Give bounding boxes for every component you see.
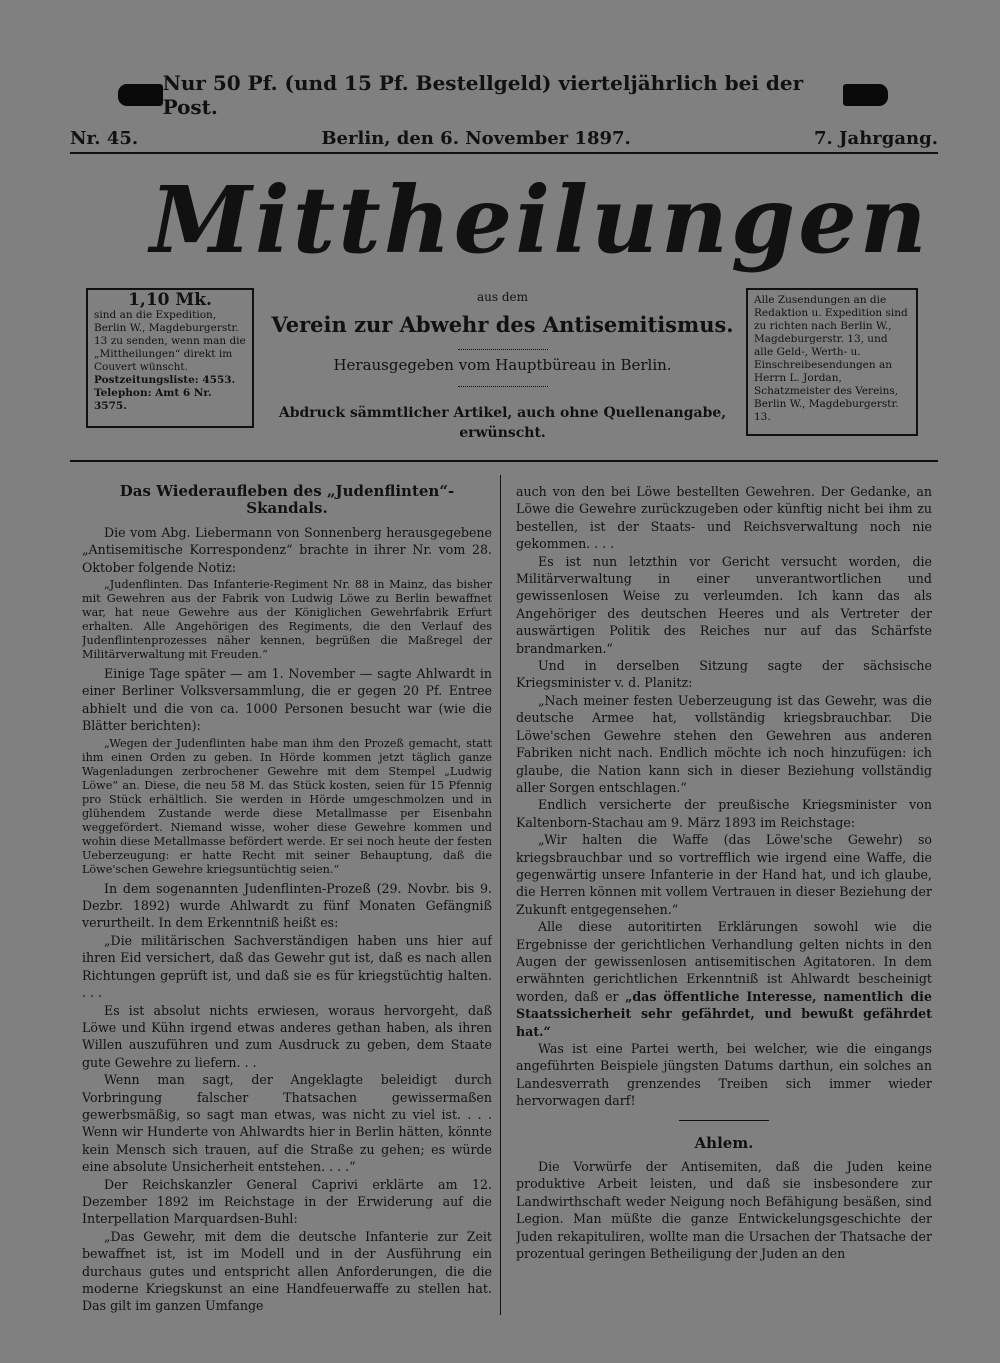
emphasis-text: „das öffentliche Interesse, namentlich die Staatssicherheit sehr gefährdet, und bewußt gefährdet hat.“	[516, 988, 932, 1039]
association-name: Verein zur Abwehr des Antisemitismus.	[271, 312, 734, 337]
masthead-title: Mittheilungen	[150, 166, 930, 274]
price: 1,10 Mk.	[128, 290, 212, 310]
issue-number: Nr. 45.	[70, 128, 139, 149]
address-box	[746, 288, 918, 436]
paragraph-text: Alle diese autoritirten Erklärungen sowohl wie die Ergebnisse der gerichtlichen Verhandlung gelten nichts in den Augen der gewissenlosen antisemitischen Agitatoren. In dem erwähnten gerichtlichen Erkenntniß ist Ahlwardt bescheinigt worden, daß er	[516, 919, 932, 1004]
paragraph: Der Reichskanzler General Caprivi erklärte am 12. Dezember 1892 im Reichstage in der Erwiderung auf die Interpellation Marquardsen-Buhl:	[82, 1176, 492, 1227]
paragraph: „Wir halten die Waffe (das Löwe'sche Gewehr) so kriegsbrauchbar und so vortrefflich wie irgend eine Waffe, die gegenwärtig unsere Infanterie in der Hand hat, und ich glaube, die Herren können mit vollem Vertrauen in dieser Beziehung der Zukunft entgegensehen.“	[516, 832, 932, 917]
header-center	[270, 290, 735, 443]
article-heading: Ahlem.	[694, 1133, 754, 1152]
subscription-banner	[118, 71, 888, 119]
paragraph: Wenn man sagt, der Angeklagte beleidigt durch Vorbringung falscher Thatsachen gewissermaßen gewerbsmäßig, so sagt man etwas, was nicht zu viel ist. . . . Wenn wir Hunderte von Ahlwardts hier in Berlin hätten, könnte kein Mensch sich trauen, auf die Straße zu gehen; es würde eine absolute Unsicherheit entstehen. . . .“	[82, 1072, 492, 1175]
paragraph: In dem sogenannten Judenflinten-Prozeß (29. Novbr. bis 9. Dezbr. 1892) wurde Ahlwardt zu fünf Monaten Gefängniß verurtheilt. In dem Erkenntniß heißt es:	[82, 880, 492, 931]
paragraph: Die Vorwürfe der Antisemiten, daß die Juden keine produktive Arbeit leisten, und daß sie insbesondere zur Landwirthschaft weder Neigung noch Befähigung besäßen, sind Legion. Man müßte die ganze Entwickelungsgeschichte der Juden rekapituliren, wollte man die Ursachen der Thatsache der prozentual geringen Betheiligung der Juden an den	[516, 1159, 932, 1262]
reprint-notice: Abdruck sämmtlicher Artikel, auch ohne Quellenangabe, erwünscht.	[278, 405, 727, 441]
ornament-divider	[458, 343, 548, 350]
dateline	[70, 128, 938, 154]
paragraph: Die vom Abg. Liebermann von Sonnenberg herausgegebene „Antisemitische Korrespondenz“ brachte in ihrer Nr. vom 28. Oktober folgende Notiz:	[82, 524, 492, 575]
postal-list: Postzeitungsliste: 4553.	[94, 374, 236, 386]
aus-dem: aus dem	[476, 290, 529, 304]
article-heading: Das Wiederaufleben des „Judenflinten“-Skandals.	[119, 483, 455, 518]
section-divider	[679, 1120, 769, 1121]
banner-text: Nur 50 Pf. (und 15 Pf. Bestellgeld) vierteljährlich bei der Post.	[162, 71, 804, 119]
telephone: Telephon: Amt 6 Nr. 3575.	[94, 387, 212, 412]
volume: 7. Jahrgang.	[813, 128, 938, 149]
paragraph: „Die militärischen Sachverständigen haben uns hier auf ihren Eid versichert, daß das Gewehr gut ist, daß es nach allen Richtungen geprüft ist, und daß sie es für kriegstüchtig halten. . . .	[82, 932, 492, 1001]
publisher-line: Herausgegeben vom Hauptbüreau in Berlin.	[333, 356, 672, 374]
header-rule	[70, 460, 938, 462]
paragraph: Einige Tage später — am 1. November — sagte Ahlwardt in einer Berliner Volksversammlung, die er gegen 20 Pf. Entree abhielt und die von ca. 1000 Personen besucht war (wie die Blätter berichten):	[82, 666, 492, 734]
pointing-hand-icon	[118, 84, 163, 106]
column-left	[82, 483, 492, 1313]
paragraph: „Das Gewehr, mit dem die deutsche Infanterie zur Zeit bewaffnet ist, ist im Modell und in der Ausführung ein durchaus gutes und entspricht allen Anforderungen, die die moderne Kriegskunst an eine Handfeuerwaffe zu stellen hat. Das gilt im ganzen Umfange	[82, 1228, 492, 1313]
paragraph: auch von den bei Löwe bestellten Gewehren. Der Gedanke, an Löwe die Gewehre zurückzugeben oder künftig nicht bei ihm zu bestellen, ist der Staats- und Reichsverwaltung noch nie gekommen. . . .	[516, 484, 932, 552]
paragraph: „Nach meiner festen Ueberzeugung ist das Gewehr, was die deutsche Armee hat, vollständig kriegsbrauchbar. Die Löwe'schen Gewehre stehen den Gewehren aus anderen Fabriken nicht nach. Endlich möchte ich noch hinzufügen: ich glaube, die Nation kann sich in dieser Beziehung vollständig aller Sorgen entschlagen.“	[516, 692, 932, 795]
paragraph: Endlich versicherte der preußische Kriegsminister von Kaltenborn-Stachau am 9. März 1893 im Reichstage:	[516, 797, 932, 830]
column-right	[516, 483, 932, 1313]
price-box-text: sind an die Expedition, Berlin W., Magdeburgerstr. 13 zu senden, wenn man die „Mittheilungen“ direkt im Couvert wünscht.	[94, 309, 246, 373]
paragraph: Was ist eine Partei werth, bei welcher, wie die eingangs angeführten Beispiele jüngsten Datums darthun, ein solches an Landesverrath grenzendes Treiben sich immer wieder hervorwagen darf!	[516, 1041, 932, 1109]
price-box	[86, 288, 254, 428]
paragraph: Und in derselben Sitzung sagte der sächsische Kriegsminister v. d. Planitz:	[516, 658, 932, 691]
ornament-divider	[458, 380, 548, 387]
column-separator	[500, 475, 501, 1315]
paragraph	[516, 918, 932, 1040]
paragraph: Es ist nun letzthin vor Gericht versucht worden, die Militärverwaltung in einer unverantwortlichen und gewissenlosen Weise zu verleumden. Ich kann das als Angehöriger des deutschen Heeres und als Vertreter der auswärtigen Politik des Reiches nur auf das Schärfste brandmarken.“	[516, 553, 932, 656]
address-box-text: Alle Zusendungen an die Redaktion u. Expedition sind zu richten nach Berlin W., Magdeburgerstr. 13, und alle Geld-, Werth- u. Einschreibesendungen an Herrn L. Jordan, Schatzmeister des Vereins, Berlin W., Magdeburgerstr. 13.	[754, 294, 908, 423]
paragraph: Es ist absolut nichts erwiesen, woraus hervorgeht, daß Löwe und Kühn irgend etwas anderes gethan haben, als ihren Willen auszuführen und zum Ausdruck zu geben, dem Staate gute Gewehre zu liefern. . .	[82, 1002, 492, 1070]
quote: „Judenflinten. Das Infanterie-Regiment Nr. 88 in Mainz, das bisher mit Gewehren aus der Fabrik von Ludwig Löwe zu Berlin bewaffnet war, hat neue Gewehre aus der Königlichen Gewehrfabrik Erfurt erhalten. Alle Angehörigen des Regiments, die den Verlauf des Judenflintenprozesses näher kennen, begrüßen die Maßregel der Militärverwaltung mit Freuden.“	[82, 578, 492, 662]
pointing-hand-icon	[843, 84, 888, 106]
place-date: Berlin, den 6. November 1897.	[321, 128, 631, 149]
quote: „Wegen der Judenflinten habe man ihm den Prozeß gemacht, statt ihm einen Orden zu geben. In Hörde kommen jetzt täglich ganze Wagenladungen zerbrochener Gewehre mit dem Stempel „Ludwig Löwe“ an. Diese, die neu 58 M. das Stück kosten, seien für 15 Pfennig pro Stück erhältlich. Sie werden in Hörde umgeschmolzen und in glühendem Zustande werde diese Metallmasse per Eisenbahn weggefördert. Niemand wisse, woher diese Gewehre kommen und wohin diese Metallmasse befördert werde. Er sei noch heute der festen Ueberzeugung: er hatte Recht mit seiner Behauptung, daß die Löwe'schen Gewehre kriegsuntüchtig seien.“	[82, 736, 492, 876]
